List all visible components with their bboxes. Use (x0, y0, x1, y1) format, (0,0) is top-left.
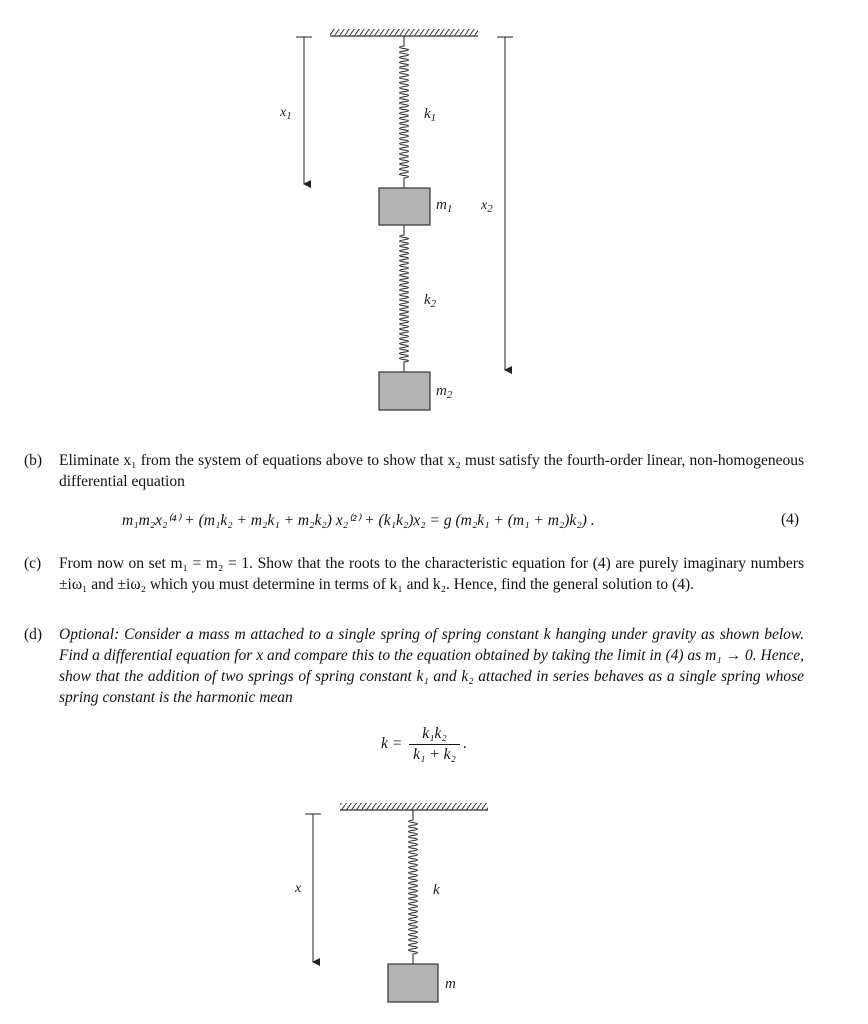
formula-lhs: k = (381, 735, 403, 753)
formula-numerator: k₁k₂ (409, 725, 460, 745)
harmonic-mean-formula (381, 725, 467, 764)
ceiling-hatch-2 (340, 803, 488, 810)
formula-fraction (409, 725, 460, 764)
part-b-tag: (b) (24, 452, 43, 469)
formula-denominator: k₁ + k₂ (413, 746, 456, 763)
m2-label: $m_2$ (436, 383, 453, 401)
equation-4-number: (4) (781, 511, 800, 528)
m1-label: $m_1$ (436, 197, 453, 215)
spring2-coil (400, 225, 409, 372)
part-d-text: Optional: Consider a mass m attached to a single spring of spring constant k hanging under gravity as shown below. Find a differential equation for x and compare this to the equation obtained by taking the limit in (4) as m₁ → 0. Hence, show that the addition of two springs of spring constant k₁ and k₂ attached in series behaves as a single spring whose spring constant is the harmonic mean (59, 626, 804, 706)
formula-period: . (462, 735, 467, 753)
mass-m (388, 964, 438, 1002)
spring-k2 (400, 225, 409, 372)
spring-k (409, 810, 418, 964)
x2-label: $x_2$ (481, 198, 493, 215)
part-d (24, 624, 804, 708)
k1-label: $k_1$ (424, 106, 437, 124)
spring-k1 (400, 36, 409, 188)
k2-label: $k_2$ (424, 292, 437, 310)
part-d-tag: (d) (24, 626, 43, 643)
mass-m1 (379, 188, 430, 225)
part-b (24, 450, 804, 492)
part-c (24, 553, 804, 595)
x-label: x (295, 881, 302, 896)
figure-single-spring (294, 803, 488, 1002)
spring3-coil (409, 810, 418, 964)
part-c-text: From now on set m₁ = m₂ = 1. Show that the roots to the characteristic equation for (4) are purely imaginary numbers ±iω₁ and ±iω₂ which you must determine in terms of k₁ and k₂. Hence, find the general solution to (4). (59, 555, 804, 593)
x1-label: $x_1$ (280, 105, 292, 122)
k-label: k (433, 882, 440, 898)
part-b-text: Eliminate x₁ from the system of equations above to show that x₂ must satisfy the fourth-order linear, non-homogeneous differential equation (59, 452, 804, 490)
part-c-tag: (c) (24, 555, 42, 572)
figure-two-springs (279, 29, 513, 410)
ceiling-hatch (330, 29, 478, 36)
mass-m2 (379, 372, 430, 410)
m-label: m (445, 976, 456, 992)
equation-4: m₁m₂x₂⁽⁴⁾ + (m₁k₂ + m₂k₁ + m₂k₂) x₂⁽²⁾ + (k₁k₂)x₂ = g (m₂k₁ + (m₁ + m₂)k₂) . (122, 512, 595, 529)
spring1-coil (400, 36, 409, 188)
